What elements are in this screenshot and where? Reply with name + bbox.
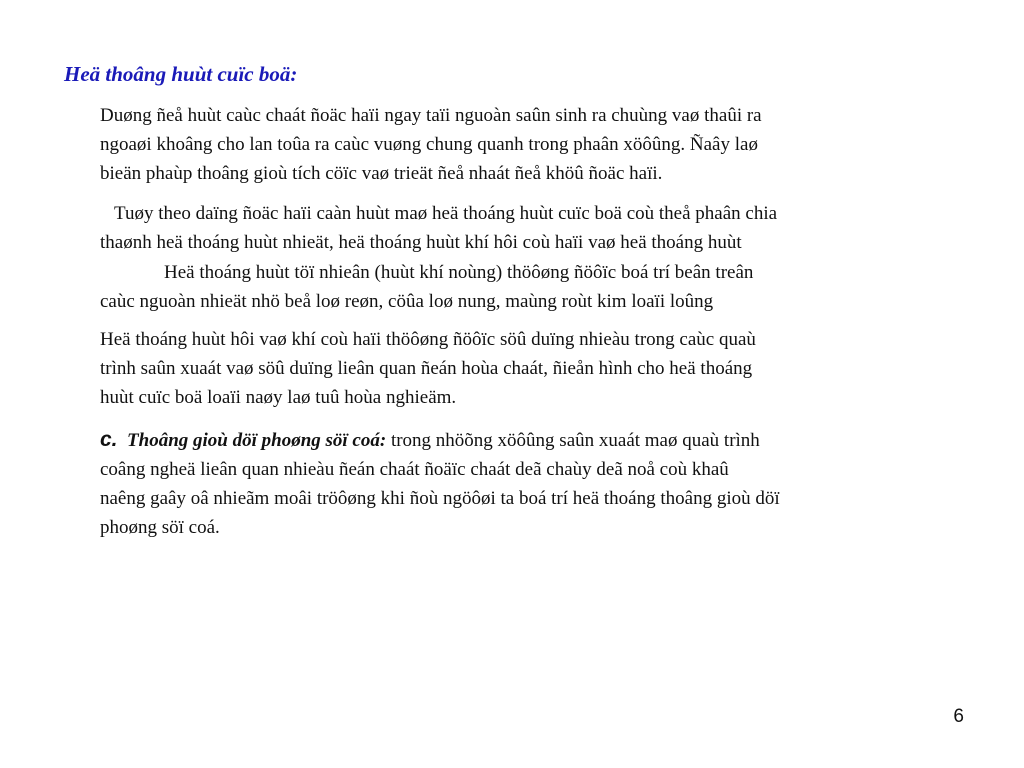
paragraph-line: phoøng söï coá. [100,517,220,538]
paragraph-line: bieän phaùp thoâng gioù tích cöïc vaø trieät ñeå nhaát ñeå khöû ñoäc haïi. [100,163,663,184]
paragraph-exhaust-types [100,199,964,257]
paragraph-line: coâng ngheä lieân quan nhieàu ñeán chaát ñoäïc chaát deã chaùy deã noå coù khaû [100,459,729,480]
paragraph-fume-exhaust [100,325,964,412]
paragraph-line: naêng gaây oâ nhieãm moâi tröôøng khi ñoù ngöôøi ta boá trí heä thoáng thoâng gioù döï [100,488,780,509]
section-subtitle: Thoâng gioù döï phoøng söï coá: [127,430,387,451]
paragraph-line: Duøng ñeå huùt caùc chaát ñoäc haïi ngay taïi nguoàn saûn sinh ra chuùng vaø thaûi ra [100,105,762,126]
section-label: c. [100,428,118,451]
paragraph-line [100,425,964,455]
paragraph-line: Tuøy theo daïng ñoäc haïi caàn huùt maø heä thoáng huùt cuïc boä coù theå phaân chia [114,203,778,224]
page-number: 6 [953,706,964,727]
paragraph-line: huùt cuïc boä loaïi naøy laø tuû hoùa nghieäm. [100,387,457,408]
paragraph-line: caùc nguoàn nhieät nhö beå loø reøn, cöûa loø nung, maùng roùt kim loaïi loûng [100,291,714,312]
paragraph-local-exhaust-intro [100,101,964,188]
paragraph-line: trình saûn xuaát vaø söû duïng lieân quan ñeán hoùa chaát, ñieån hình cho heä thoáng [100,358,753,379]
paragraph-line: Heä thoáng huùt töï nhieân (huùt khí noùng) thöôøng ñöôïc boá trí beân treân [164,262,754,283]
paragraph-line: ngoaøi khoâng cho lan toûa ra caùc vuøng chung quanh trong phaân xöôûng. Ñaây laø [100,134,758,155]
paragraph-text: trong nhöõng xöôûng saûn xuaát maø quaù trình [386,430,760,451]
paragraph-line: thaønh heä thoáng huùt nhieät, heä thoáng huùt khí hôi coù haïi vaø heä thoáng huùt [100,232,742,253]
section-heading: Heä thoâng huùt cuïc boä: [64,62,298,86]
paragraph-natural-exhaust [100,258,964,316]
paragraph-emergency-ventilation [100,425,964,542]
paragraph-line: Heä thoáng huùt hôi vaø khí coù haïi thöôøng ñöôïc söû duïng nhieàu trong caùc quaù [100,329,756,350]
